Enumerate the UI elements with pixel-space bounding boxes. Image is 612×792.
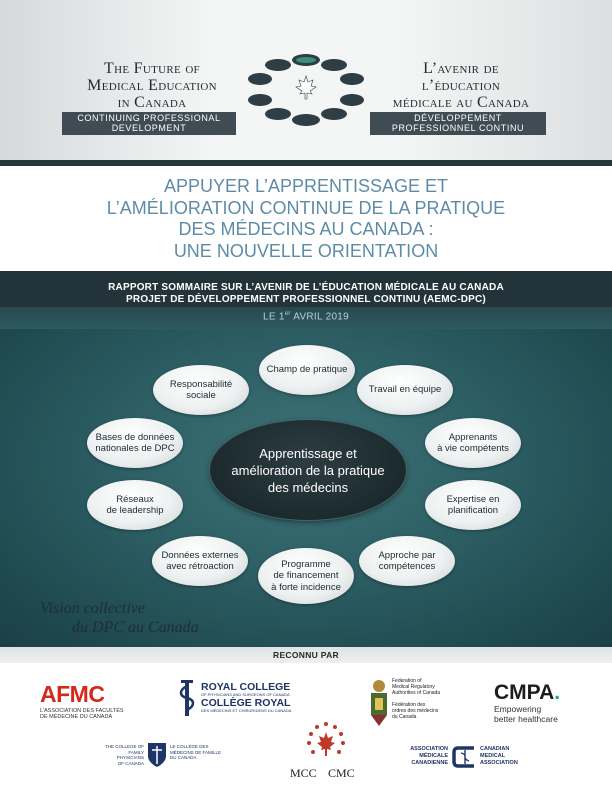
headline-line: L’AMÉLIORATION CONTINUE DE LA PRATIQUE — [106, 197, 506, 218]
report-subtitle-line: PROJET DE DÉVELOPPEMENT PROFESSIONNEL CONTINU (AEMC-DPC) — [126, 294, 486, 305]
bubble-text: planification — [447, 505, 499, 516]
center-line: des médecins — [267, 479, 349, 495]
header-divider — [0, 160, 612, 166]
maple-leaf-ring-logo — [246, 52, 366, 128]
report-title-line: RAPPORT SOMMAIRE SUR L’AVENIR DE L’ÉDUCATION MÉDICALE AU CANADA — [108, 282, 504, 293]
recognized-by-label: RECONNU PAR — [273, 650, 339, 660]
bubble-reseaux-leadership — [87, 480, 183, 530]
vision-line-1: Vision collective — [40, 600, 145, 617]
cmpa-text: CMPA — [494, 681, 555, 704]
bubble-travail-en-equipe — [357, 365, 453, 415]
bubble-bases-donnees-dpc — [87, 418, 183, 468]
french-program-title — [368, 60, 554, 111]
afmc-logo — [40, 682, 140, 720]
fmrac-coat-of-arms-icon — [368, 678, 390, 728]
bubble-responsabilite-sociale — [153, 365, 249, 415]
cma-en-line: MEDICAL — [480, 753, 506, 759]
fmrac-fr-line: Fédération des — [392, 702, 426, 708]
fmrac-fr-text — [392, 702, 438, 720]
bubble-approche-competences — [359, 536, 455, 586]
center-theme — [210, 420, 406, 520]
fr-band-line: DÉVELOPPEMENT — [414, 113, 502, 123]
cma-en-text — [480, 746, 518, 767]
royal-college-line1-sub: OF PHYSICIANS AND SURGEONS OF CANADA — [201, 692, 290, 697]
fmrac-en-line: Authorities of Canada — [392, 690, 441, 696]
cmc-text: CMC — [328, 766, 355, 780]
bubble-text: de leadership — [106, 505, 164, 516]
cmpa-wordmark — [494, 682, 594, 704]
royal-college-line2-sub: DES MÉDECINS ET CHIRURGIENS DU CANADA — [201, 708, 292, 713]
date-suffix: AVRIL 2019 — [290, 311, 350, 323]
bubble-donnees-externes — [152, 536, 248, 586]
bubble-text: à vie compétents — [437, 443, 509, 454]
fr-title-line: l’éducation — [421, 77, 501, 94]
bubble-text: de financement — [273, 570, 339, 582]
french-subtitle-band — [370, 112, 546, 135]
mcc-maple-ring-icon — [306, 720, 346, 762]
fmrac-logo — [368, 676, 458, 730]
cma-fr-line: ASSOCIATION — [410, 746, 448, 752]
royal-college-logo — [176, 680, 296, 720]
cfpc-en-line: FAMILY PHYSICIANS — [116, 749, 144, 760]
bubble-text: compétences — [378, 561, 436, 572]
cmpa-tagline-2: better healthcare — [494, 714, 558, 724]
fr-title-line: médicale au Canada — [392, 94, 530, 111]
cfpc-en-line: THE COLLEGE OF — [104, 744, 144, 749]
bubble-text: avec rétroaction — [166, 561, 234, 572]
main-headline — [0, 176, 612, 262]
en-title-line: The Future of — [104, 60, 200, 77]
bubble-text: Apprenants — [448, 431, 498, 443]
cfpc-fr-line: MÉDECINS DE FAMILLE — [170, 749, 222, 755]
bubble-text: Données externes — [161, 549, 239, 561]
cma-fr-line: MÉDICALE — [419, 753, 448, 759]
cfpc-shield-icon — [147, 742, 167, 768]
royal-college-crest-icon — [176, 680, 198, 718]
fr-title-line: L’avenir de — [423, 60, 499, 77]
cfpc-fr-text — [170, 744, 221, 761]
fmrac-fr-line: du Canada — [392, 714, 417, 720]
afmc-wordmark: AFMC — [40, 681, 105, 707]
fmrac-en-line: Medical Regulatory — [392, 684, 435, 690]
cfpc-en-line: OF CANADA — [117, 760, 144, 766]
bubble-apprenants — [425, 418, 521, 468]
cmpa-dot-icon: . — [554, 681, 561, 704]
cma-en-line: ASSOCIATION — [480, 760, 518, 766]
cma-caduceus-icon — [452, 744, 476, 770]
afmc-sub-line: DE MÉDECINE DU CANADA — [40, 714, 113, 720]
date-superscript: er — [284, 311, 291, 317]
english-subtitle-band — [62, 112, 236, 135]
cma-logo — [400, 744, 530, 774]
bubble-text: Champ de pratique — [266, 364, 348, 376]
bubble-text: à forte incidence — [271, 581, 341, 593]
en-band-line: CONTINUING PROFESSIONAL — [77, 113, 221, 123]
cma-fr-text — [400, 746, 448, 767]
mcc-logo — [286, 720, 366, 782]
bubble-text: nationales de DPC — [95, 443, 175, 454]
report-date — [0, 311, 612, 322]
center-line: amélioration de la pratique — [231, 462, 385, 478]
bubble-expertise-planification — [425, 480, 521, 530]
fmrac-en-line: Federation of — [392, 678, 422, 684]
en-title-line: in Canada — [117, 94, 187, 111]
cma-fr-line: CANADIENNE — [411, 760, 448, 766]
afmc-sub-line: L’ASSOCIATION DES FACULTÉS — [40, 708, 124, 714]
en-title-line: Medical Education — [87, 77, 217, 94]
bubble-text: Bases de données — [95, 431, 175, 443]
bubble-programme-financement — [258, 548, 354, 604]
bubble-text: Programme — [281, 558, 331, 570]
cmpa-tagline-1: Empowering — [494, 704, 542, 714]
cmpa-logo — [494, 682, 594, 724]
cfpc-fr-line: DU CANADA — [170, 755, 197, 760]
fr-band-line: PROFESSIONNEL CONTINU — [391, 122, 525, 133]
headline-line: APPUYER L’APPRENTISSAGE ET — [163, 176, 449, 196]
royal-college-line2: COLLÈGE ROYAL — [201, 697, 291, 709]
center-line: Apprentissage et — [259, 445, 357, 461]
english-program-title — [62, 60, 242, 111]
fmrac-fr-line: ordres des médecins — [392, 708, 439, 714]
headline-line: DES MÉDECINS AU CANADA : — [178, 219, 434, 239]
bubble-text: Responsabilité — [169, 378, 233, 390]
cfpc-fr-line: LE COLLÈGE DES — [170, 744, 209, 749]
fmrac-en-text — [392, 678, 440, 696]
bubble-text: Réseaux — [116, 493, 154, 505]
report-title — [0, 282, 612, 306]
bubble-text: sociale — [186, 390, 216, 401]
royal-college-line1: ROYAL COLLEGE — [201, 681, 291, 693]
cma-en-line: CANADIAN — [480, 746, 510, 752]
headline-line: UNE NOUVELLE ORIENTATION — [173, 240, 439, 261]
date-prefix: LE 1 — [262, 311, 285, 323]
vision-line-2: du DPC au Canada — [72, 619, 199, 636]
bubble-champ-de-pratique — [259, 345, 355, 395]
bubble-text: Approche par — [378, 549, 436, 561]
mcc-text: MCC — [290, 766, 317, 780]
bubble-text: Travail en équipe — [368, 384, 442, 396]
bubble-text: Expertise en — [446, 493, 500, 505]
en-band-line: DEVELOPMENT — [111, 122, 187, 133]
cfpc-logo — [104, 742, 224, 772]
cfpc-en-text — [104, 744, 144, 766]
